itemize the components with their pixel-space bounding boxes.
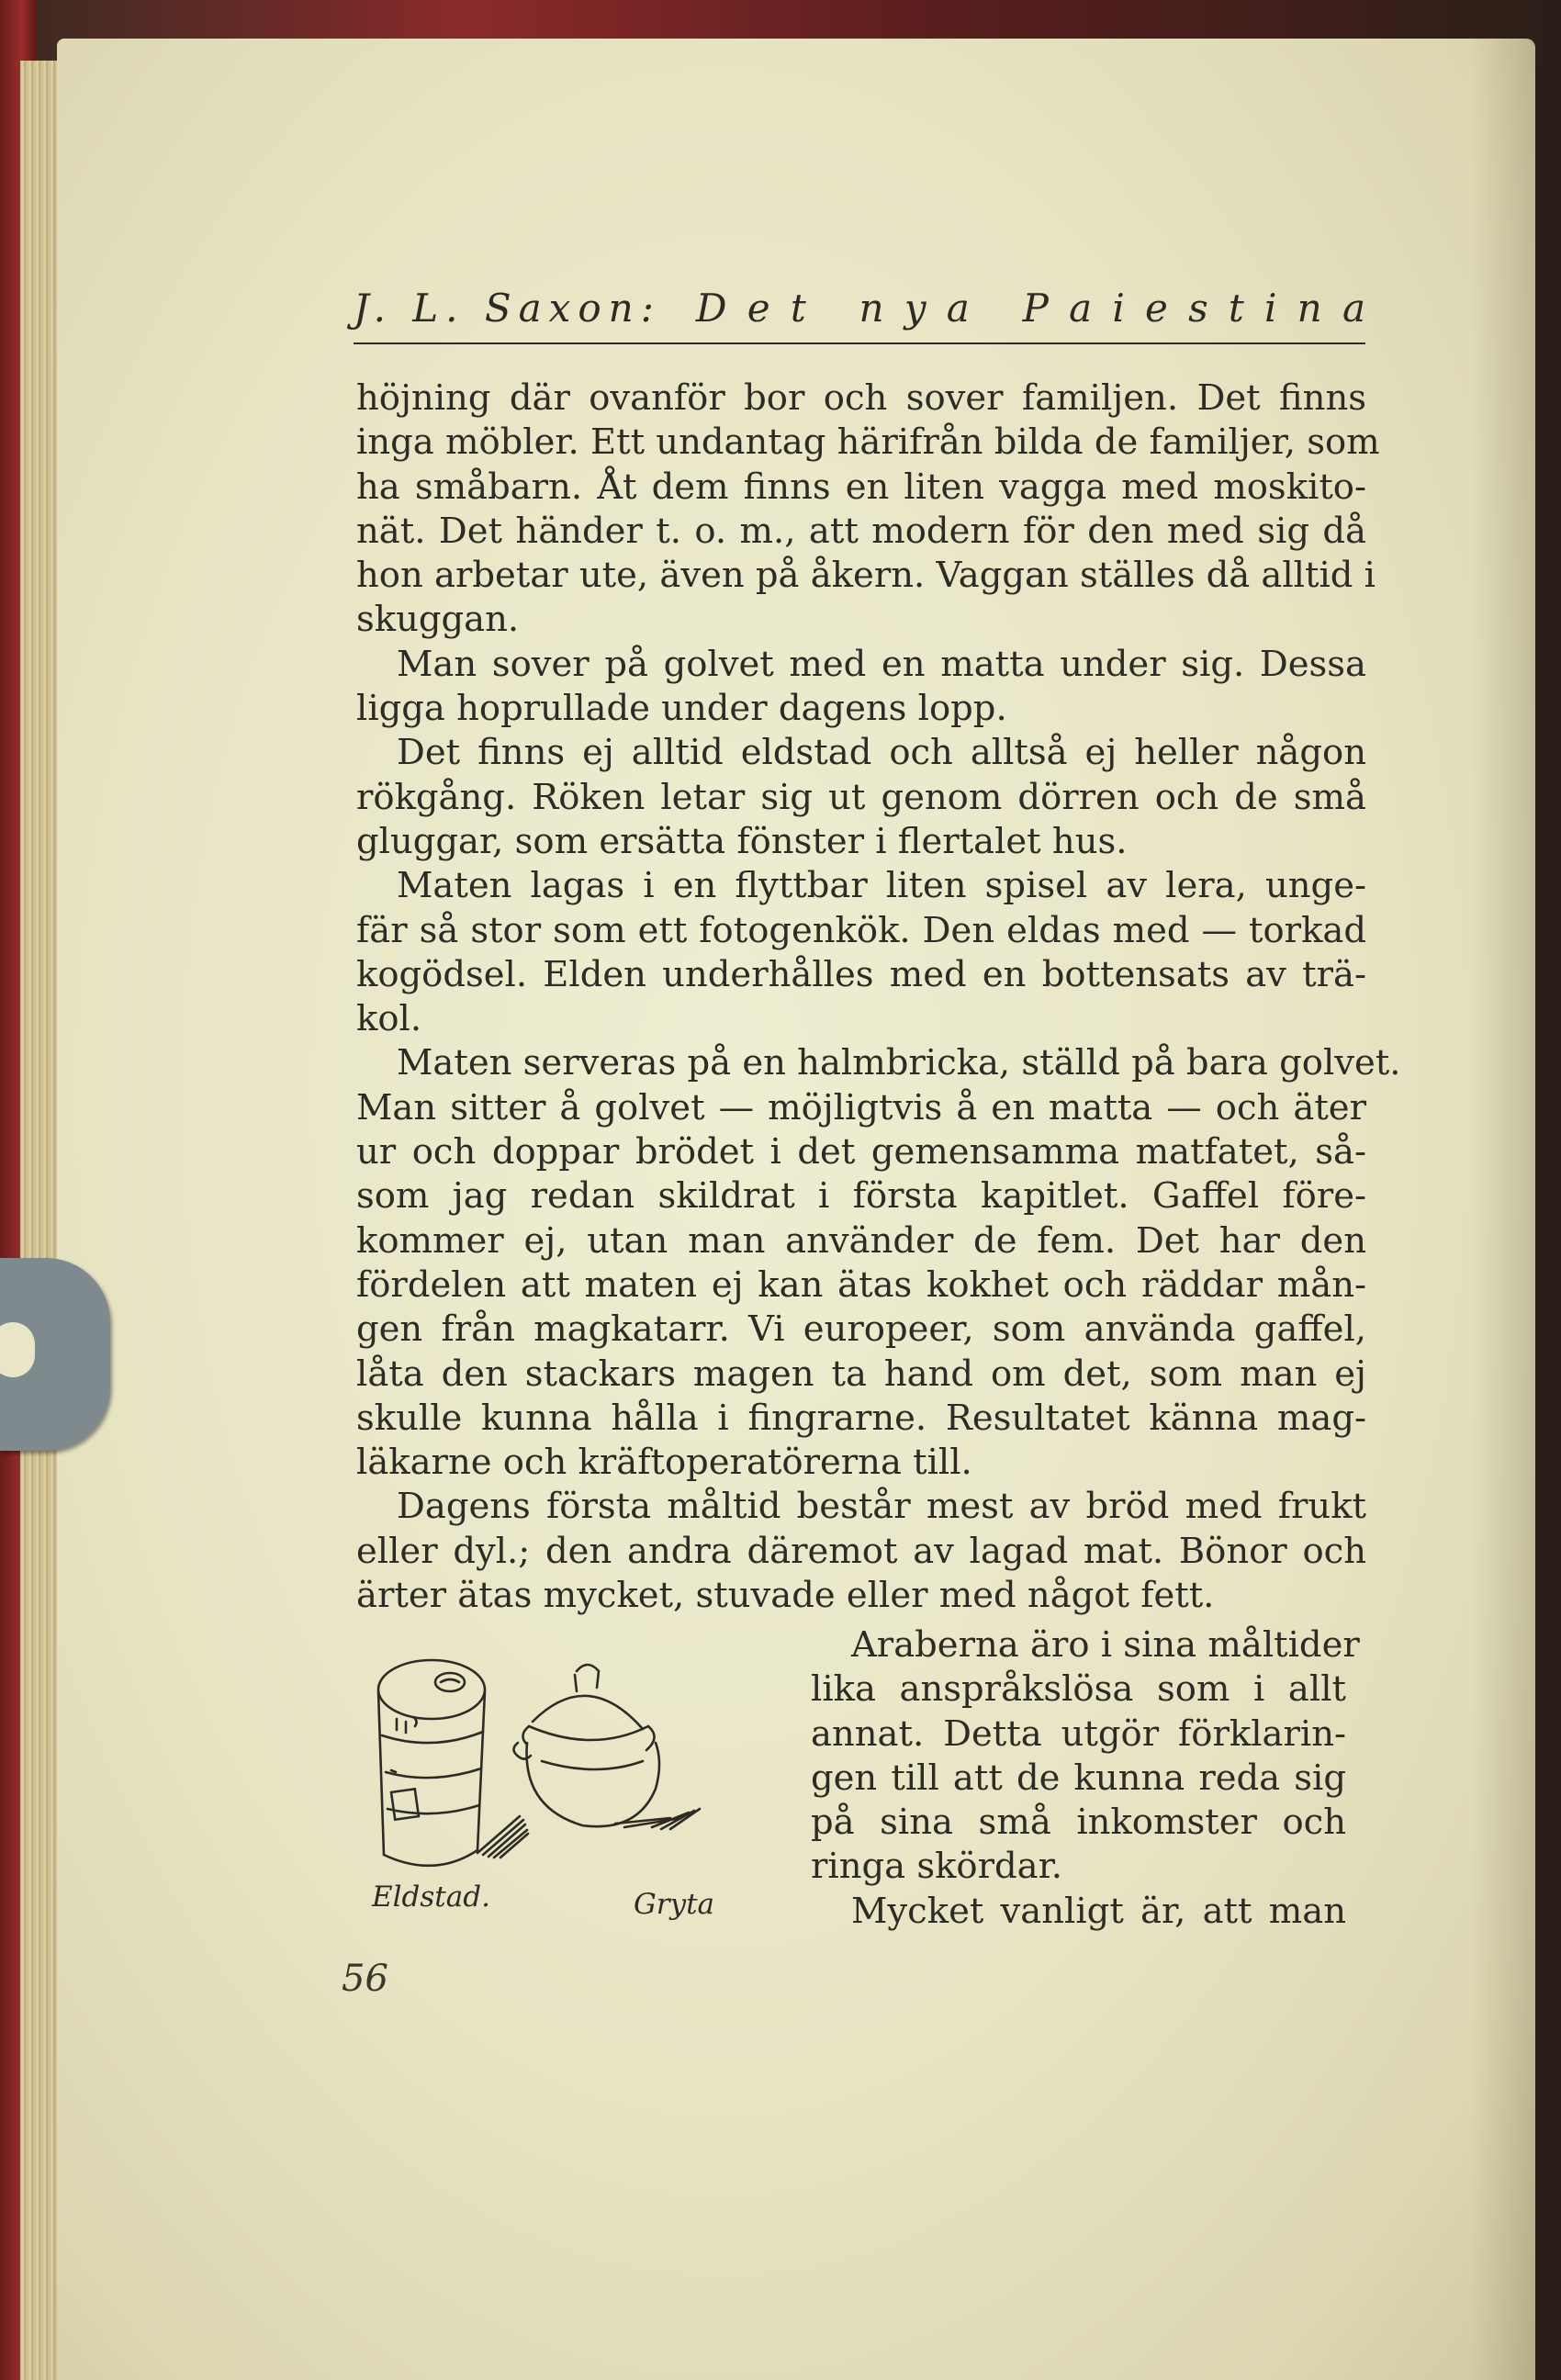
text-line: Araberna äro i sina måltider xyxy=(851,1624,1360,1666)
text-line: Man sitter å golvet — möjligtvis å en matta — och äter xyxy=(356,1086,1366,1128)
text-line: Maten lagas i en flyttbar liten spisel av lera, unge- xyxy=(397,865,1366,907)
text-line: skuggan. xyxy=(356,599,520,641)
text-line: gluggar, som ersätta fönster i flertalet hus. xyxy=(356,820,1128,862)
header-title-letter xyxy=(990,286,1002,331)
text-line: läkarne och kräftoperatörerna till. xyxy=(356,1442,972,1484)
text-line: låta den stackars magen ta hand om det, som man ej xyxy=(356,1353,1366,1395)
text-line: kommer ej, utan man använder de fem. Det har den xyxy=(356,1219,1366,1262)
text-line: lika anspråkslösa som i allt xyxy=(811,1668,1346,1711)
text-line: ligga hoprullade under dagens lopp. xyxy=(356,688,1007,730)
page-number: 56 xyxy=(342,1958,388,2000)
text-line: kol. xyxy=(356,998,422,1040)
header-title xyxy=(696,286,1365,331)
header-title-letter: D xyxy=(695,286,727,331)
header-title-letter: n xyxy=(859,286,884,331)
header-title-letter: i xyxy=(1112,286,1125,331)
text-line: annat. Detta utgör förklarin- xyxy=(811,1712,1346,1755)
header-title-letter: a xyxy=(1342,286,1365,331)
header-title-letter: P xyxy=(1022,286,1049,331)
header-title-letter: y xyxy=(904,286,926,331)
text-line: Man sover på golvet med en matta under sig. Dessa xyxy=(397,643,1366,685)
header-author: J. L. Saxon xyxy=(354,286,641,331)
text-line: Maten serveras på en halmbricka, ställd på bara golvet. xyxy=(397,1042,1401,1084)
text-line: ringa skördar. xyxy=(811,1846,1063,1888)
header-colon: : xyxy=(640,286,657,331)
header-title-letter: i xyxy=(1264,286,1277,331)
text-line: ärter ätas mycket, stuvade eller med något fett. xyxy=(356,1575,1215,1617)
clip-hole xyxy=(0,1322,35,1377)
header-title-letter: a xyxy=(946,286,970,331)
header-title-letter: n xyxy=(1297,286,1322,331)
text-line: hon arbetar ute, även på åkern. Vaggan ställes då alltid i xyxy=(356,555,1376,597)
text-line: nät. Det händer t. o. m., att modern för den med sig då xyxy=(356,510,1366,552)
page-clip xyxy=(0,1258,110,1451)
text-line: på sina små inkomster och xyxy=(811,1802,1346,1844)
text-line: gen till att de kunna reda sig xyxy=(811,1757,1346,1799)
text-line: Mycket vanligt är, att man xyxy=(851,1890,1346,1932)
text-line: eller dyl.; den andra däremot av lagad mat. Bönor och xyxy=(356,1530,1366,1572)
running-header xyxy=(354,275,1365,331)
text-line: fördelen att maten ej kan ätas kokhet och räddar mån- xyxy=(356,1263,1366,1306)
page-shadow xyxy=(1471,39,1535,2380)
header-title-letter xyxy=(826,286,838,331)
header-title-letter: t xyxy=(790,286,806,331)
text-line: gen från magkatarr. Vi europeer, som använda gaffel, xyxy=(356,1308,1366,1351)
header-rule xyxy=(354,342,1365,344)
text-line: ur och doppar brödet i det gemensamma matfatet, så- xyxy=(356,1131,1366,1173)
figure-illustrations xyxy=(349,1634,799,1910)
header-title-letter: e xyxy=(747,286,770,331)
text-line: fär så stor som ett fotogenkök. Den eldas med — torkad xyxy=(356,909,1366,951)
body-text xyxy=(356,376,1401,1618)
text-line: som jag redan skildrat i första kapitlet. Gaffel före- xyxy=(356,1175,1366,1218)
stove-caption: Eldstad. xyxy=(372,1880,490,1914)
header-title-letter: t xyxy=(1228,286,1244,331)
text-line: skulle kunna hålla i fingrarne. Resultatet känna mag- xyxy=(356,1397,1366,1439)
wrapped-text xyxy=(811,1623,1360,1934)
text-line: rökgång. Röken letar sig ut genom dörren och de små xyxy=(356,776,1366,818)
pot-caption: Gryta xyxy=(634,1888,715,1921)
text-line: kogödsel. Elden underhålles med en bottensats av trä- xyxy=(356,953,1366,995)
text-line: Dagens första måltid består mest av bröd med frukt xyxy=(397,1486,1366,1528)
text-line: Det finns ej alltid eldstad och alltså ej heller någon xyxy=(397,732,1366,774)
pot-illustration xyxy=(513,1665,700,1829)
text-line: höjning där ovanför bor och sover familjen. Det finns xyxy=(356,377,1366,419)
header-title-letter: e xyxy=(1145,286,1168,331)
text-line: inga möbler. Ett undantag härifrån bilda de familjer, som xyxy=(356,421,1380,464)
header-title-letter: s xyxy=(1188,286,1208,331)
text-line: ha småbarn. Åt dem finns en liten vagga med moskito- xyxy=(356,466,1366,508)
stove-illustration xyxy=(378,1660,528,1866)
header-title-letter: a xyxy=(1069,286,1093,331)
